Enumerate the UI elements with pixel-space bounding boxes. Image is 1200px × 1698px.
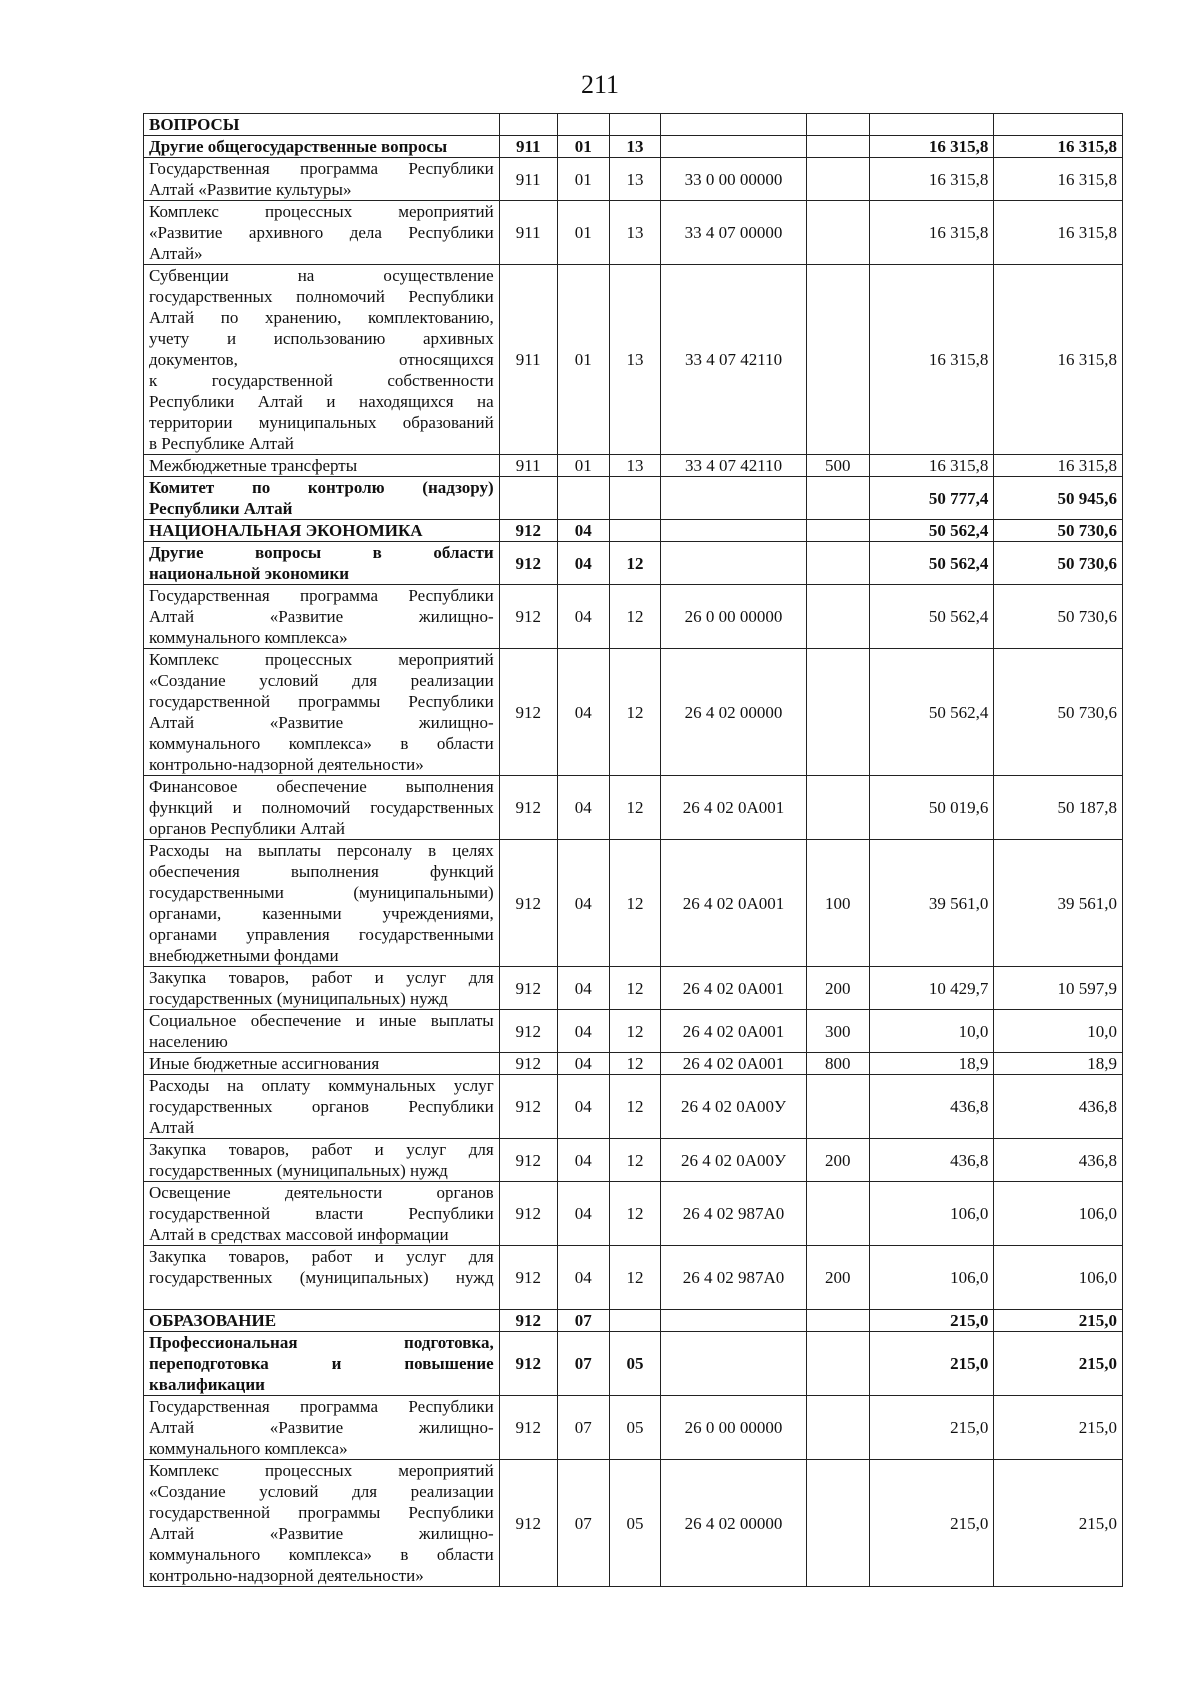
row-name-line: «Создание условий для реализации (149, 671, 494, 690)
row-name-line: государственных (муниципальных) нужд (149, 1161, 448, 1180)
grbs-code: 911 (499, 136, 557, 158)
grbs-code: 912 (499, 520, 557, 542)
target-article-code: 26 4 02 0А001 (661, 840, 806, 967)
row-name-line: функций и полномочий государственных (149, 798, 494, 817)
table-row (144, 967, 1123, 1010)
page-number: 211 (580, 70, 620, 99)
row-name (144, 1396, 500, 1460)
row-name-line: Финансовое обеспечение выполнения (149, 777, 494, 796)
subsection-code: 12 (609, 1182, 661, 1246)
target-article-code (661, 520, 806, 542)
row-name (144, 1332, 500, 1396)
target-article-code: 26 4 02 987А0 (661, 1182, 806, 1246)
row-name-line: Межбюджетные трансферты (149, 456, 358, 475)
section-code: 04 (557, 520, 609, 542)
row-name-line: государственных полномочий Республики (149, 287, 494, 306)
grbs-code: 912 (499, 542, 557, 585)
row-name-line: государственными (муниципальными) (149, 883, 494, 902)
subsection-code: 12 (609, 776, 661, 840)
row-name (144, 1460, 500, 1587)
expense-type-code (806, 649, 869, 776)
subsection-code: 12 (609, 542, 661, 585)
amount-year-2: 215,0 (994, 1396, 1123, 1460)
subsection-code: 12 (609, 1053, 661, 1075)
row-name-line: Профессиональная подготовка, (149, 1333, 494, 1352)
row-name (144, 1075, 500, 1139)
row-name-line: государственной программы Республики (149, 1503, 494, 1522)
section-code: 04 (557, 967, 609, 1010)
target-article-code: 26 4 02 00000 (661, 649, 806, 776)
amount-year-2: 10 597,9 (994, 967, 1123, 1010)
row-name-line: Освещение деятельности органов (149, 1183, 494, 1202)
section-code: 04 (557, 542, 609, 585)
target-article-code (661, 1332, 806, 1396)
expense-type-code: 200 (806, 1139, 869, 1182)
row-name-line: органов Республики Алтай (149, 819, 345, 838)
amount-year-1: 50 562,4 (869, 649, 993, 776)
row-name-line: переподготовка и повышение (149, 1354, 494, 1373)
subsection-code: 12 (609, 585, 661, 649)
amount-year-2: 10,0 (994, 1010, 1123, 1053)
table-row (144, 201, 1123, 265)
row-name (144, 649, 500, 776)
amount-year-2: 16 315,8 (994, 136, 1123, 158)
row-name-line: территории муниципальных образований (149, 413, 494, 432)
row-name (144, 114, 500, 136)
row-name-line: коммунального комплекса» (149, 628, 348, 647)
subsection-code (609, 477, 661, 520)
row-name-line: коммунального комплекса» в области (149, 1545, 494, 1564)
grbs-code: 912 (499, 1075, 557, 1139)
row-name-line: органами управления государственными (149, 925, 494, 944)
amount-year-2: 215,0 (994, 1332, 1123, 1396)
amount-year-2: 215,0 (994, 1460, 1123, 1587)
section-code: 04 (557, 585, 609, 649)
table-row (144, 1396, 1123, 1460)
row-name-line: Комплекс процессных мероприятий (149, 1461, 494, 1480)
amount-year-2: 18,9 (994, 1053, 1123, 1075)
row-name-line: «Развитие архивного дела Республики (149, 223, 494, 242)
section-code (557, 477, 609, 520)
row-name-line: контрольно-надзорной деятельности» (149, 755, 424, 774)
amount-year-1: 18,9 (869, 1053, 993, 1075)
row-name-line: Закупка товаров, работ и услуг для (149, 968, 494, 987)
amount-year-2: 215,0 (994, 1310, 1123, 1332)
subsection-code: 13 (609, 136, 661, 158)
row-name (144, 776, 500, 840)
amount-year-2: 106,0 (994, 1246, 1123, 1310)
amount-year-2: 16 315,8 (994, 265, 1123, 455)
expense-type-code (806, 776, 869, 840)
amount-year-1: 215,0 (869, 1310, 993, 1332)
subsection-code (609, 1310, 661, 1332)
target-article-code (661, 136, 806, 158)
grbs-code: 911 (499, 455, 557, 477)
row-name-line: Алтай по хранению, комплектованию, (149, 308, 494, 327)
row-name-line: Закупка товаров, работ и услуг для (149, 1140, 494, 1159)
table-row (144, 477, 1123, 520)
table-row (144, 520, 1123, 542)
row-name (144, 585, 500, 649)
row-name (144, 158, 500, 201)
row-name-line: Алтай «Развитие жилищно- (149, 1418, 494, 1437)
grbs-code (499, 114, 557, 136)
target-article-code: 26 4 02 0А001 (661, 776, 806, 840)
row-name-line: в Республике Алтай (149, 434, 294, 453)
target-article-code: 26 4 02 0А00У (661, 1139, 806, 1182)
section-code: 01 (557, 265, 609, 455)
row-name-line: Комитет по контролю (надзору) (149, 478, 494, 497)
table-row (144, 1139, 1123, 1182)
table-row (144, 585, 1123, 649)
row-name-line: Государственная программа Республики (149, 1397, 494, 1416)
row-name-line: Республики Алтай и находящихся на (149, 392, 494, 411)
target-article-code: 26 0 00 00000 (661, 1396, 806, 1460)
expense-type-code (806, 1460, 869, 1587)
grbs-code: 911 (499, 201, 557, 265)
table-row (144, 1310, 1123, 1332)
row-name (144, 136, 500, 158)
section-code: 04 (557, 1075, 609, 1139)
row-name-line: Иные бюджетные ассигнования (149, 1054, 380, 1073)
row-name-line: Расходы на выплаты персоналу в целях (149, 841, 494, 860)
section-code: 04 (557, 840, 609, 967)
row-name (144, 477, 500, 520)
grbs-code: 912 (499, 967, 557, 1010)
amount-year-2: 50 730,6 (994, 542, 1123, 585)
section-code: 04 (557, 1139, 609, 1182)
row-name (144, 542, 500, 585)
amount-year-1: 10,0 (869, 1010, 993, 1053)
row-name-line: Алтай «Развитие жилищно- (149, 1524, 494, 1543)
row-name-line: обеспечения выполнения функций (149, 862, 494, 881)
target-article-code: 26 4 02 00000 (661, 1460, 806, 1587)
table-row (144, 265, 1123, 455)
amount-year-2: 106,0 (994, 1182, 1123, 1246)
amount-year-1 (869, 114, 993, 136)
subsection-code: 13 (609, 265, 661, 455)
row-name-line: органами, казенными учреждениями, (149, 904, 494, 923)
table-row (144, 1246, 1123, 1310)
row-name-line: Другие вопросы в области (149, 543, 494, 562)
amount-year-2 (994, 114, 1123, 136)
target-article-code: 33 0 00 00000 (661, 158, 806, 201)
section-code: 07 (557, 1460, 609, 1587)
target-article-code: 33 4 07 42110 (661, 455, 806, 477)
amount-year-2: 39 561,0 (994, 840, 1123, 967)
subsection-code: 12 (609, 1246, 661, 1310)
row-name-line: Алтай» (149, 244, 203, 263)
table-row (144, 114, 1123, 136)
target-article-code (661, 477, 806, 520)
row-name (144, 1246, 500, 1310)
table-row (144, 776, 1123, 840)
section-code: 04 (557, 776, 609, 840)
expense-type-code (806, 158, 869, 201)
subsection-code: 13 (609, 455, 661, 477)
amount-year-1: 16 315,8 (869, 455, 993, 477)
subsection-code: 05 (609, 1332, 661, 1396)
table-row (144, 1075, 1123, 1139)
row-name-line: национальной экономики (149, 564, 350, 583)
expense-type-code (806, 1332, 869, 1396)
row-name-line: Расходы на оплату коммунальных услуг (149, 1076, 494, 1095)
section-code: 01 (557, 455, 609, 477)
amount-year-2: 16 315,8 (994, 201, 1123, 265)
expense-type-code (806, 520, 869, 542)
grbs-code: 912 (499, 585, 557, 649)
row-name-line: ВОПРОСЫ (149, 115, 240, 134)
section-code: 07 (557, 1396, 609, 1460)
expense-type-code: 200 (806, 1246, 869, 1310)
grbs-code: 911 (499, 265, 557, 455)
subsection-code: 13 (609, 201, 661, 265)
row-name-line: коммунального комплекса» (149, 1439, 348, 1458)
row-name-line: внебюджетными фондами (149, 946, 339, 965)
row-name-line: Другие общегосударственные вопросы (149, 137, 448, 156)
row-name-line: государственных (муниципальных) нужд (149, 989, 448, 1008)
expense-type-code (806, 542, 869, 585)
amount-year-1: 16 315,8 (869, 136, 993, 158)
table-row (144, 1460, 1123, 1587)
row-name-line: коммунального комплекса» в области (149, 734, 494, 753)
amount-year-1: 215,0 (869, 1332, 993, 1396)
table-row (144, 840, 1123, 967)
subsection-code (609, 520, 661, 542)
amount-year-1: 436,8 (869, 1139, 993, 1182)
target-article-code: 33 4 07 00000 (661, 201, 806, 265)
target-article-code: 33 4 07 42110 (661, 265, 806, 455)
table-row (144, 1010, 1123, 1053)
budget-table (143, 113, 1123, 1587)
row-name-line: к государственной собственности (149, 371, 494, 390)
section-code: 01 (557, 201, 609, 265)
section-code: 07 (557, 1310, 609, 1332)
expense-type-code: 800 (806, 1053, 869, 1075)
row-name-line: Комплекс процессных мероприятий (149, 650, 494, 669)
amount-year-1: 436,8 (869, 1075, 993, 1139)
section-code: 04 (557, 1053, 609, 1075)
expense-type-code (806, 114, 869, 136)
row-name-line (149, 1288, 494, 1309)
amount-year-1: 106,0 (869, 1182, 993, 1246)
subsection-code: 12 (609, 840, 661, 967)
section-code: 04 (557, 649, 609, 776)
grbs-code: 912 (499, 1332, 557, 1396)
row-name-line: Закупка товаров, работ и услуг для (149, 1247, 494, 1266)
amount-year-2: 50 730,6 (994, 520, 1123, 542)
amount-year-2: 436,8 (994, 1075, 1123, 1139)
row-name (144, 1053, 500, 1075)
row-name (144, 1310, 500, 1332)
row-name (144, 201, 500, 265)
expense-type-code (806, 201, 869, 265)
amount-year-1: 16 315,8 (869, 158, 993, 201)
grbs-code: 912 (499, 649, 557, 776)
row-name-line: государственной власти Республики (149, 1204, 494, 1223)
amount-year-1: 39 561,0 (869, 840, 993, 967)
target-article-code: 26 4 02 0А001 (661, 1010, 806, 1053)
section-code: 04 (557, 1010, 609, 1053)
amount-year-1: 50 562,4 (869, 585, 993, 649)
target-article-code (661, 542, 806, 585)
row-name (144, 265, 500, 455)
row-name-line: Алтай (149, 1118, 195, 1137)
row-name-line: государственных органов Республики (149, 1097, 494, 1116)
subsection-code: 05 (609, 1460, 661, 1587)
expense-type-code: 100 (806, 840, 869, 967)
grbs-code: 912 (499, 1053, 557, 1075)
grbs-code: 912 (499, 1396, 557, 1460)
amount-year-2: 50 730,6 (994, 585, 1123, 649)
grbs-code: 912 (499, 1310, 557, 1332)
row-name-line: Алтай «Развитие культуры» (149, 180, 352, 199)
amount-year-2: 50 187,8 (994, 776, 1123, 840)
amount-year-2: 16 315,8 (994, 158, 1123, 201)
expense-type-code (806, 1396, 869, 1460)
subsection-code: 12 (609, 1010, 661, 1053)
grbs-code: 912 (499, 1246, 557, 1310)
expense-type-code (806, 1182, 869, 1246)
subsection-code: 12 (609, 649, 661, 776)
table-row (144, 649, 1123, 776)
amount-year-2: 436,8 (994, 1139, 1123, 1182)
amount-year-1: 50 777,4 (869, 477, 993, 520)
amount-year-1: 50 562,4 (869, 520, 993, 542)
row-name-line: государственной программы Республики (149, 692, 494, 711)
section-code: 01 (557, 136, 609, 158)
row-name-line: Социальное обеспечение и иные выплаты (149, 1011, 494, 1030)
table-row (144, 158, 1123, 201)
section-code: 07 (557, 1332, 609, 1396)
subsection-code (609, 114, 661, 136)
target-article-code: 26 4 02 987А0 (661, 1246, 806, 1310)
expense-type-code: 300 (806, 1010, 869, 1053)
row-name-line: Алтай в средствах массовой информации (149, 1225, 449, 1244)
row-name (144, 1010, 500, 1053)
expense-type-code: 200 (806, 967, 869, 1010)
amount-year-1: 215,0 (869, 1396, 993, 1460)
row-name-line: Государственная программа Республики (149, 159, 494, 178)
amount-year-1: 16 315,8 (869, 201, 993, 265)
table-row (144, 1332, 1123, 1396)
section-code (557, 114, 609, 136)
row-name (144, 840, 500, 967)
subsection-code: 12 (609, 967, 661, 1010)
row-name-line: Республики Алтай (149, 499, 293, 518)
expense-type-code (806, 1310, 869, 1332)
row-name (144, 1139, 500, 1182)
target-article-code: 26 4 02 0А001 (661, 1053, 806, 1075)
row-name-line: документов, относящихся (149, 350, 494, 369)
amount-year-1: 50 019,6 (869, 776, 993, 840)
amount-year-2: 50 945,6 (994, 477, 1123, 520)
target-article-code (661, 1310, 806, 1332)
row-name-line: Комплекс процессных мероприятий (149, 202, 494, 221)
row-name-line: «Создание условий для реализации (149, 1482, 494, 1501)
grbs-code: 912 (499, 776, 557, 840)
grbs-code: 912 (499, 840, 557, 967)
grbs-code (499, 477, 557, 520)
expense-type-code (806, 1075, 869, 1139)
amount-year-1: 215,0 (869, 1460, 993, 1587)
row-name-line: учету и использованию архивных (149, 329, 494, 348)
grbs-code: 911 (499, 158, 557, 201)
row-name-line: контрольно-надзорной деятельности» (149, 1566, 424, 1585)
row-name (144, 455, 500, 477)
subsection-code: 05 (609, 1396, 661, 1460)
subsection-code: 13 (609, 158, 661, 201)
expense-type-code (806, 136, 869, 158)
expense-type-code (806, 477, 869, 520)
amount-year-1: 16 315,8 (869, 265, 993, 455)
grbs-code: 912 (499, 1460, 557, 1587)
target-article-code: 26 4 02 0А00У (661, 1075, 806, 1139)
row-name-line: квалификации (149, 1375, 265, 1394)
row-name-line: ОБРАЗОВАНИЕ (149, 1311, 277, 1330)
grbs-code: 912 (499, 1182, 557, 1246)
table-row (144, 1053, 1123, 1075)
table-row (144, 136, 1123, 158)
row-name-line: Государственная программа Республики (149, 586, 494, 605)
row-name-line: населению (149, 1032, 228, 1051)
expense-type-code: 500 (806, 455, 869, 477)
row-name (144, 1182, 500, 1246)
target-article-code: 26 0 00 00000 (661, 585, 806, 649)
grbs-code: 912 (499, 1139, 557, 1182)
target-article-code: 26 4 02 0А001 (661, 967, 806, 1010)
table-row (144, 1182, 1123, 1246)
row-name-line: Алтай «Развитие жилищно- (149, 713, 494, 732)
section-code: 04 (557, 1182, 609, 1246)
row-name-line: Алтай «Развитие жилищно- (149, 607, 494, 626)
amount-year-2: 50 730,6 (994, 649, 1123, 776)
expense-type-code (806, 265, 869, 455)
row-name (144, 520, 500, 542)
row-name-line: Субвенции на осуществление (149, 266, 494, 285)
row-name-line: НАЦИОНАЛЬНАЯ ЭКОНОМИКА (149, 521, 423, 540)
amount-year-2: 16 315,8 (994, 455, 1123, 477)
section-code: 04 (557, 1246, 609, 1310)
expense-type-code (806, 585, 869, 649)
amount-year-1: 10 429,7 (869, 967, 993, 1010)
row-name (144, 967, 500, 1010)
table-row (144, 542, 1123, 585)
table-row (144, 455, 1123, 477)
subsection-code: 12 (609, 1075, 661, 1139)
target-article-code (661, 114, 806, 136)
subsection-code: 12 (609, 1139, 661, 1182)
amount-year-1: 50 562,4 (869, 542, 993, 585)
grbs-code: 912 (499, 1010, 557, 1053)
row-name-line: государственных (муниципальных) нужд (149, 1268, 494, 1287)
amount-year-1: 106,0 (869, 1246, 993, 1310)
section-code: 01 (557, 158, 609, 201)
